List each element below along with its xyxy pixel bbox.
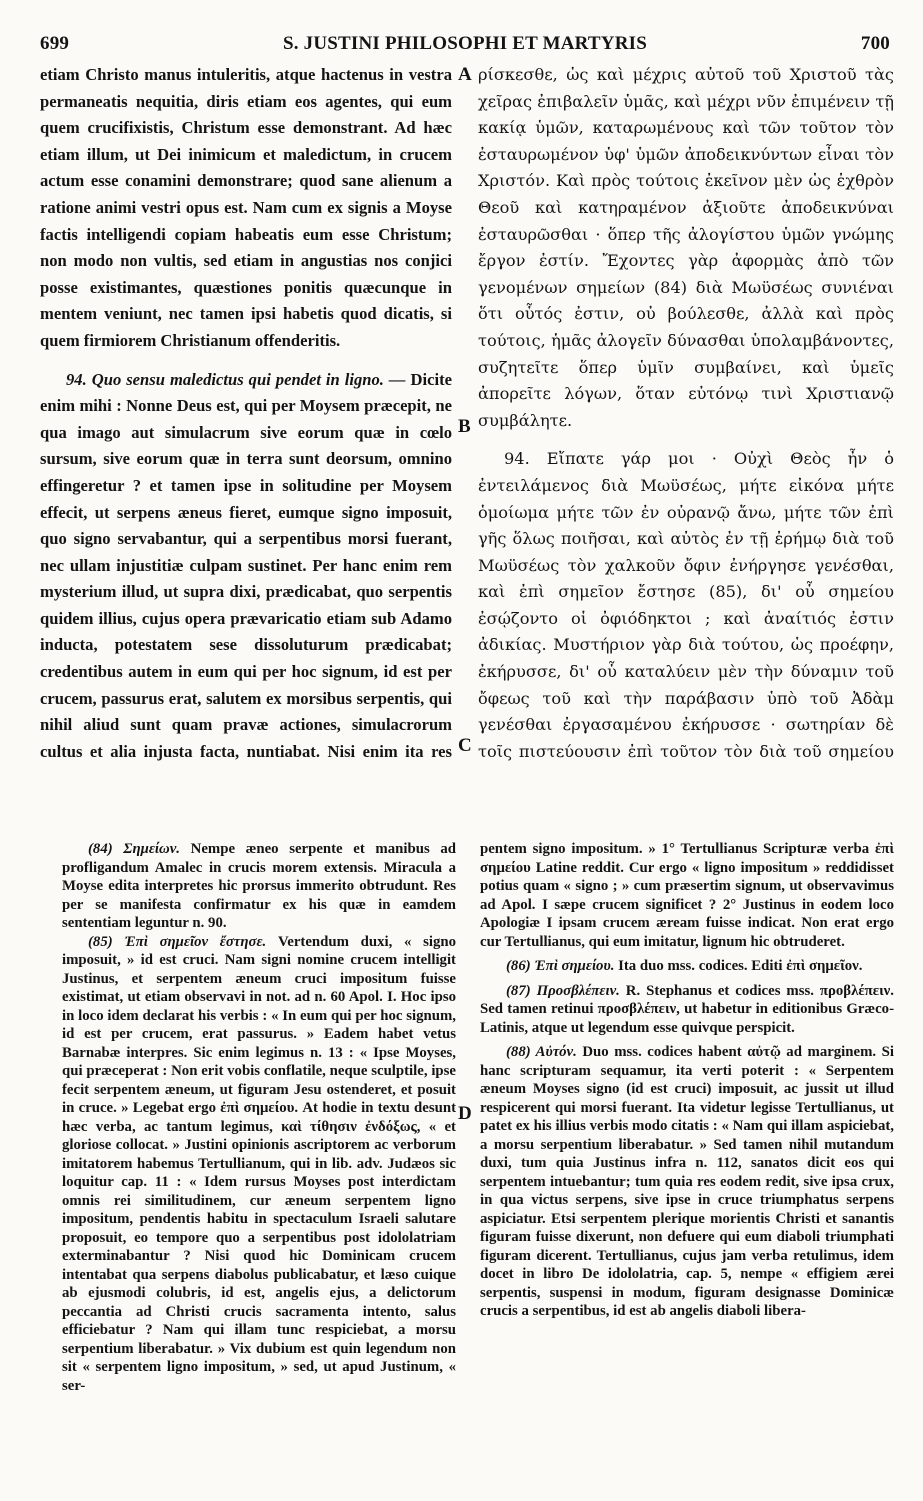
footnote-87: (87) Προσβλέπειν. R. Stephanus et codices mss. προβλέπειν. Sed tamen retinui προσβλέπειν, ut habetur in editionibus Græco-Latinis, atque ut legendum esse quivque perspicit.	[480, 982, 894, 1036]
latin-paragraph-1: etiam Christo manus intuleritis, atque hactenus in vestra permaneatis nequitia, diris etiam eos agentes, qui eum quem crucifixistis, Christum esse demonstrant. Ad hæc etiam illum, ut Dei inimicum et maledictum, in crucem actum esse conamini demonstrare; quod sane alienum a ratione animi vestri opus est. Nam cum ex signis a Moyse factis intelligendi copiam habeatis eum esse Christum; non modo non vultis, sed etiam in angustias nos conjici posse existimantes, quæstiones ponitis quæcunque in mentem veniunt, nec tamen ipsi habetis quod dicatis, si quem firmiorem Christianum offenderitis.	[40, 65, 452, 350]
footnote-86: (86) Ἐπὶ σημείου. Ita duo mss. codices. Editi ἐπὶ σημεῖον.	[506, 958, 863, 974]
left-page-number: 699	[40, 33, 70, 54]
latin-paragraph-2-body: Dicite enim mihi : Nonne Deus est, qui per Moysem præcepit, ne qua imago aut simulacrum sive eorum quæ in cœlo sursum, sive eorum quæ in terra sunt deorsum, omnino effingeretur ? et tamen ipse in solitudine per Moysem effecit, ut serpens æneus fieret, eumque signo imposuit, quo signo servabantur, qui a serpentibus morsi fuerant, nec ullam injustitiæ culpam sustinet. Per hanc enim rem mysterium illud, ut supra dixi, prædicabat, quo serpentis quidem illius, cujus opera prævaricatio etiam sub Adamo inducta, potestatem sese dissoluturum prædicabat; credentibus autem in eum qui per hoc signum, id est per crucem, passurus erat, salutem ex morsibus serpentis, qui nihil aliud sunt quam pravæ actiones, simulacrorum cultus et alia injusta facta, nuntiabat. Nisi enim ita res	[40, 369, 452, 761]
right-page-number: 700	[860, 33, 890, 54]
latin-paragraph-2	[40, 367, 452, 762]
footnote-85-continued: pentem signo impositum. » 1° Tertullianus Scripturæ verba ἐπὶ σημείου Latine reddit. Cur ergo « ligno impositum » reddidisset potius quam « signo ; » cum præsertim signum, ut observavimus ad Apol. I sæpe crucem significet ? 2° Justinus in eodem loco Apologiæ I ipsam crucem æream fuisse indicat. Non erat ergo cur Tertullianus, qui eum imitatur, lignum hic obtruderet.	[480, 841, 894, 950]
greek-text-column	[478, 62, 894, 762]
latin-text-column	[40, 62, 452, 762]
margin-letter-c: C	[458, 735, 472, 756]
footnotes-left-column	[62, 840, 456, 1490]
margin-letter-a: A	[458, 64, 472, 85]
greek-paragraph-2: 94. Εἴπατε γάρ μοι · Οὐχὶ Θεὸς ἦν ὁ ἐντειλάμενος διὰ Μωϋσέως, μήτε εἰκόνα μήτε ὁμοίωμα μήτε τῶν ἐν οὐρανῷ ἄνω, μήτε τῶν ἐπὶ γῆς ὅλως ποιῆσαι, καὶ αὐτὸς ἐν τῇ ἐρήμῳ διὰ τοῦ Μωϋσέως τὸν χαλκοῦν ὄφιν ἐνήργησε γενέσθαι, καὶ ἐπὶ σημεῖον ἔστησε (85), δι' οὗ σημείου ἐσῴζοντο οἱ ὀφιόδηκτοι ; καὶ ἀναίτιός ἐστιν ἀδικίας. Μυστήριον γὰρ διὰ τούτου, ὡς προέφην, ἐκήρυσσε, δι' οὗ καταλύειν μὲν τὴν δύναμιν τοῦ ὄφεως τοῦ καὶ τὴν παράβασιν ὑπὸ τοῦ Ἀδὰμ γενέσθαι ἐργασαμένου ἐκήρυσσε · σωτηρίαν δὲ τοῖς πιστεύουσιν ἐπὶ τοῦτον τὸν διὰ τοῦ σημείου	[478, 449, 894, 761]
footnote-85: (85) Ἐπὶ σημεῖον ἔστησε. Vertendum duxi, « signo imposuit, » id est cruci. Nam signi nomine crucem intelligit Justinus, et serpentem æneum cruci impositum fuisse existimat, ut etiam observavi in not. ad n. 60 Apol. I. Hoc ipso in loco idem declarat his verbis : « In eum qui per hoc signum, id est per crucem, erat passurus. » Eadem habet vetus Barnabæ interpres. Sic enim legimus n. 13 : « Ipse Moyses, qui præceperat : Non erit vobis conflatile, neque sculptile, ipse fecit serpentem æneum, ut figuram Jesu ostenderet, et posuit in cruce. » Legebat ergo ἐπὶ σημείου. At hodie in textu desunt hæc verba, ac tantum legimus, καὶ τίθησιν ἐνδόξως, « et gloriose collocat. » Justini opinionis ascriptorem ac verborum imitatorem habemus Tertullianum, qui in lib. adv. Judæos sic loquitur cap. 11 : « Idem rursus Moyses post interdictam omnis rei similitudinem, cur æneum serpentem ligno impositum, pendentis habitu in spectaculum Israeli salutare proposuit, eo tempore quo a serpentibus post idololatriam exterminabantur ? Nisi quod hic Dominicam crucem intentabat qua serpens diabolus publicabatur, et læso cuique ab ejusmodi colubris, id est, angelis ejus, a delictorum peccantia ad Christi crucis sacramenta intento, salus efficiebatur ? Nam qui illam tunc respiciebat, a morsu serpentium liberabatur. » Vix dubium est quin legendum non sit « serpentem ligno impositum, » sed, ut apud Justinum, « ser-	[62, 933, 456, 1394]
section-heading-94: 94. Quo sensu maledictus qui pendet in ligno. —	[66, 369, 406, 389]
footnote-85-label: (85) Ἐπὶ σημεῖον ἔστησε.	[88, 933, 267, 950]
running-header	[40, 33, 890, 55]
margin-letter-d: D	[458, 1103, 472, 1124]
footnote-84-label: (84) Σημείων.	[88, 841, 180, 857]
footnote-87-label: (87) Προσβλέπειν.	[506, 982, 620, 999]
footnotes-right-column	[480, 840, 894, 1490]
footnote-84: (84) Σημείων. Nempe æneo serpente et manibus ad profligandum Amalec in crucis morem extensis. Miracula a Moyse edita interpretes hic prorsus immerito obtrudunt. Res per se manifesta confirmatur ex his quæ in eamdem sententiam leguntur n. 90.	[62, 841, 456, 931]
footnote-88-label: (88) Αὐτόν.	[506, 1044, 577, 1060]
running-title: S. JUSTINI PHILOSOPHI ET MARTYRIS	[282, 33, 648, 54]
greek-paragraph-1: ρίσκεσθε, ὡς καὶ μέχρις αὐτοῦ τοῦ Χριστοῦ τὰς χεῖρας ἐπιβαλεῖν ὑμᾶς, καὶ μέχρι νῦν ἐπιμένειν τῇ κακίᾳ ὑμῶν, καταρωμένους καὶ τῶν τοῦτον τὸν ἐσταυρωμένον ὑφ' ὑμῶν ἀποδεικνύντων εἶναι τὸν Χριστόν. Καὶ πρὸς τούτοις ἐκεῖνον μὲν ὡς ἐχθρὸν Θεοῦ καὶ κατηραμένον ἀξιοῦτε ἀποδεικνύναι ἐσταυρῶσθαι · ὅπερ τῆς ἀλογίστου ὑμῶν γνώμης ἔργον ἐστίν. Ἔχοντες γὰρ ἀφορμὰς ἀπὸ τῶν γενομένων σημείων (84) διὰ Μωϋσέως συνιέναι ὅτι οὗτός ἐστιν, οὐ βούλεσθε, ἀλλὰ καὶ πρὸς τούτοις, ἡμᾶς ἀλογεῖν δύνασθαι ὑπολαμβάνοντες, συζητεῖτε ὅπερ ὑμῖν συμβαίνει, καὶ ὑμεῖς ἀπορεῖτε λόγων, ὅταν εὐτόνῳ τινὶ Χριστιανῷ συμβάλητε.	[478, 65, 894, 430]
footnote-88: (88) Αὐτόν. Duo mss. codices habent αὐτῷ ad marginem. Si hanc scripturam sequamur, ita verti poterit : « Serpentem æneum Moyses signo (id est cruci) imposuit, ac jussit ut illud respicerent qui morsi fuerant. Ita videtur legisse Tertullianus, ut patet ex his illius verbis modo citatis : « Nam qui illam aspiciebat, a morsu serpentium liberabatur. » Sed tamen nihil mutandum duxi, tum quia Justinus infra n. 112, sanatos dicit eos qui serpentem intuebantur; tum quia res eodem redit, sive ipsa crux, in qua victus serpens, sive ipse in cruce triumphatus serpens aspiciatur. Etsi serpentem plerique morientis Christi et sanantis figuram fuisse dixerunt, non defuere qui eum diaboli triumphati figuram dicerent. Tertullianus, cujus jam verba retulimus, idem docet in libro De idololatria, cap. 5, nempe « effigiem ærei serpentis, suspensi in modum, figuram designasse Dominicæ crucis a serpentibus, id est ab angelis diaboli libera-	[480, 1044, 894, 1319]
margin-letter-b: B	[458, 416, 471, 437]
footnote-86-label: (86) Ἐπὶ σημείου.	[506, 958, 615, 974]
